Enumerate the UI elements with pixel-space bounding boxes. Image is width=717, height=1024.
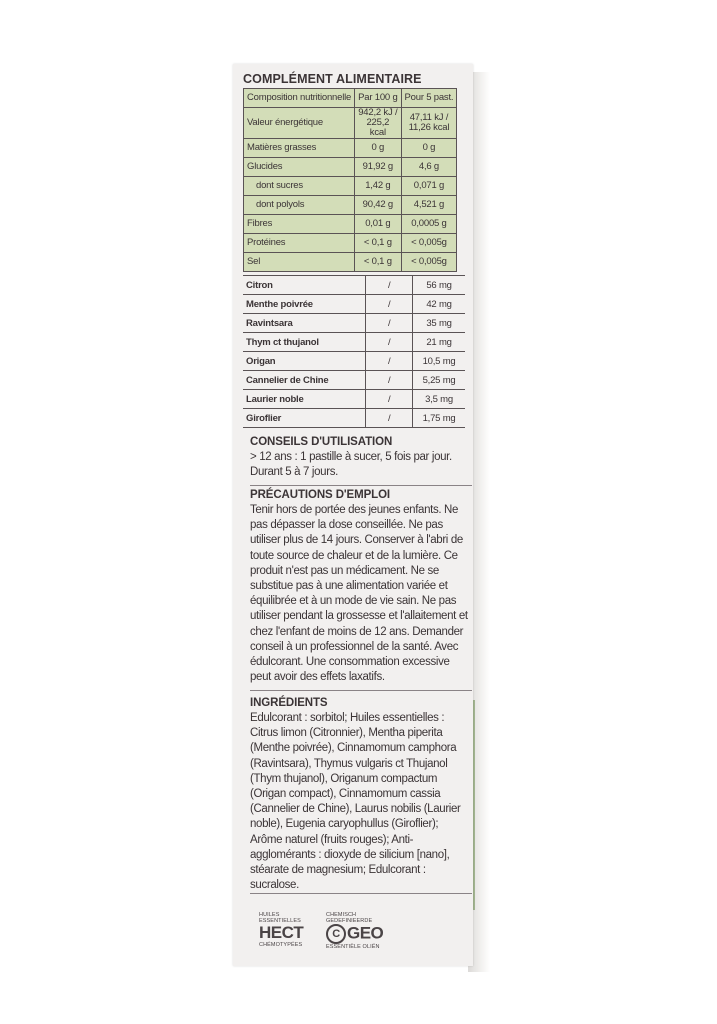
- oil-amount: 1,75 mg: [413, 409, 465, 428]
- nutrition-value-100g: 91,92 g: [355, 158, 401, 177]
- oil-name: Ravintsara: [243, 314, 366, 333]
- nutrition-label: dont sucres: [244, 177, 355, 196]
- nutrition-value-100g: < 0,1 g: [355, 234, 401, 253]
- ingredients-text: Edulcorant : sorbitol; Huiles essentielles : Citrus limon (Citronnier), Mentha piperita (Menthe poivrée), Cinnamomum camphora (Ravintsara), Thymus vulgaris ct Thujanol (Thym thujanol), Origanum compactum (Origan compact), Cinnamomum cassia (Cannelier de Chine), Laurus nobilis (Laurier noble), Eugenia caryophullus (Giroflier); Arôme naturel (fruits rouges); Anti-agglomérants : dioxyde de silicium [nano], stéarate de magnesium; Edulcorant : sucralose.: [250, 712, 461, 892]
- hect-logo-top: HUILES ESSENTIELLES: [259, 912, 301, 924]
- nutrition-header: Composition nutritionnelle: [244, 89, 355, 108]
- nutrition-value-100g: < 0,1 g: [355, 253, 401, 272]
- geo-logo-mark: [326, 924, 383, 944]
- essential-oils-table: [243, 275, 465, 428]
- nutrition-value-5-past: 0,071 g: [401, 177, 457, 196]
- oil-name: Giroflier: [243, 409, 366, 428]
- geo-logo-top: CHEMISCH GEDEFINIEERDE: [326, 912, 373, 924]
- oil-name: Laurier noble: [243, 390, 366, 409]
- nutrition-value-5-past: < 0,005g: [401, 234, 457, 253]
- oil-row: [243, 371, 465, 390]
- usage-text: > 12 ans : 1 pastille à sucer, 5 fois par jour. Durant 5 à 7 jours.: [250, 451, 452, 479]
- oil-name: Menthe poivrée: [243, 295, 366, 314]
- nutrition-value-5-past: 0,0005 g: [401, 215, 457, 234]
- oil-slash: /: [366, 314, 413, 333]
- nutrition-header: Pour 5 past.: [401, 89, 457, 108]
- usage-heading: CONSEILS D'UTILISATION: [250, 436, 393, 448]
- geo-logo: [326, 912, 383, 950]
- oil-name: Origan: [243, 352, 366, 371]
- nutrition-row: [244, 215, 457, 234]
- nutrition-label: Protéines: [244, 234, 355, 253]
- oil-row: [243, 409, 465, 428]
- nutrition-row: [244, 177, 457, 196]
- oil-slash: /: [366, 295, 413, 314]
- oil-slash: /: [366, 390, 413, 409]
- nutrition-label: Matières grasses: [244, 139, 355, 158]
- nutrition-row: [244, 108, 457, 139]
- oil-row: [243, 295, 465, 314]
- oil-row: [243, 390, 465, 409]
- oil-amount: 56 mg: [413, 276, 465, 295]
- nutrition-header: Par 100 g: [355, 89, 401, 108]
- geo-logo-mark-text: GEO: [347, 923, 384, 943]
- oil-name: Cannelier de Chine: [243, 371, 366, 390]
- nutrition-value-100g: 1,42 g: [355, 177, 401, 196]
- oil-name: Citron: [243, 276, 366, 295]
- nutrition-value-5-past: 4,521 g: [401, 196, 457, 215]
- nutrition-row: [244, 158, 457, 177]
- geo-circle-icon: C: [326, 924, 346, 944]
- nutrition-row: [244, 234, 457, 253]
- oil-row: [243, 352, 465, 371]
- geo-logo-bottom: ESSENTIËLE OLIËN: [326, 944, 380, 950]
- nutrition-value-5-past: 4,6 g: [401, 158, 457, 177]
- nutrition-label: Glucides: [244, 158, 355, 177]
- precautions-text: Tenir hors de portée des jeunes enfants. Ne pas dépasser la dose conseillée. Ne pas utiliser plus de 14 jours. Conserver à l'abri de toute source de chaleur et de la lumière. Ce produit n'est pas un médicament. Ne se substitue pas à une alimentation variée et équilibrée et à un mode de vie sain. Ne pas utiliser pendant la grossesse et l'allaitement et chez l'enfant de moins de 12 ans. Demander conseil à un professionnel de la santé. Avec édulcorant. Une consommation excessive peut avoir des effets laxatifs.: [250, 504, 468, 684]
- hect-logo-mark: HECT: [259, 923, 304, 942]
- oil-slash: /: [366, 333, 413, 352]
- product-label-panel: [233, 64, 473, 966]
- oil-row: [243, 333, 465, 352]
- nutrition-row: [244, 139, 457, 158]
- ingredients-heading: INGRÉDIENTS: [250, 697, 328, 709]
- oil-slash: /: [366, 409, 413, 428]
- nutrition-value-5-past: 47,11 kJ / 11,26 kcal: [401, 108, 457, 139]
- nutrition-label: Sel: [244, 253, 355, 272]
- oil-amount: 42 mg: [413, 295, 465, 314]
- nutrition-value-100g: 942,2 kJ / 225,2 kcal: [355, 108, 401, 139]
- oil-amount: 21 mg: [413, 333, 465, 352]
- nutrition-value-5-past: 0 g: [401, 139, 457, 158]
- oil-row: [243, 314, 465, 333]
- oil-row: [243, 276, 465, 295]
- nutrition-header-row: [244, 89, 457, 108]
- oil-amount: 10,5 mg: [413, 352, 465, 371]
- precautions-heading: PRÉCAUTIONS D'EMPLOI: [250, 489, 391, 501]
- nutrition-value-100g: 90,42 g: [355, 196, 401, 215]
- nutrition-label: Fibres: [244, 215, 355, 234]
- hect-logo-bottom: CHÉMOTYPÉES: [259, 942, 303, 948]
- nutrition-value-5-past: < 0,005g: [401, 253, 457, 272]
- oil-slash: /: [366, 352, 413, 371]
- nutrition-label: Valeur énergétique: [244, 108, 355, 139]
- oil-name: Thym ct thujanol: [243, 333, 366, 352]
- oil-slash: /: [366, 371, 413, 390]
- hect-logo: [259, 912, 303, 948]
- oil-amount: 3,5 mg: [413, 390, 465, 409]
- nutrition-value-100g: 0,01 g: [355, 215, 401, 234]
- nutrition-row: [244, 196, 457, 215]
- label-title: COMPLÉMENT ALIMENTAIRE: [243, 72, 422, 86]
- divider: [250, 485, 472, 486]
- nutrition-table: [243, 88, 457, 272]
- divider: [250, 690, 472, 691]
- nutrition-row: [244, 253, 457, 272]
- nutrition-label: dont polyols: [244, 196, 355, 215]
- oil-amount: 35 mg: [413, 314, 465, 333]
- nutrition-value-100g: 0 g: [355, 139, 401, 158]
- oil-slash: /: [366, 276, 413, 295]
- divider: [250, 893, 472, 894]
- oil-amount: 5,25 mg: [413, 371, 465, 390]
